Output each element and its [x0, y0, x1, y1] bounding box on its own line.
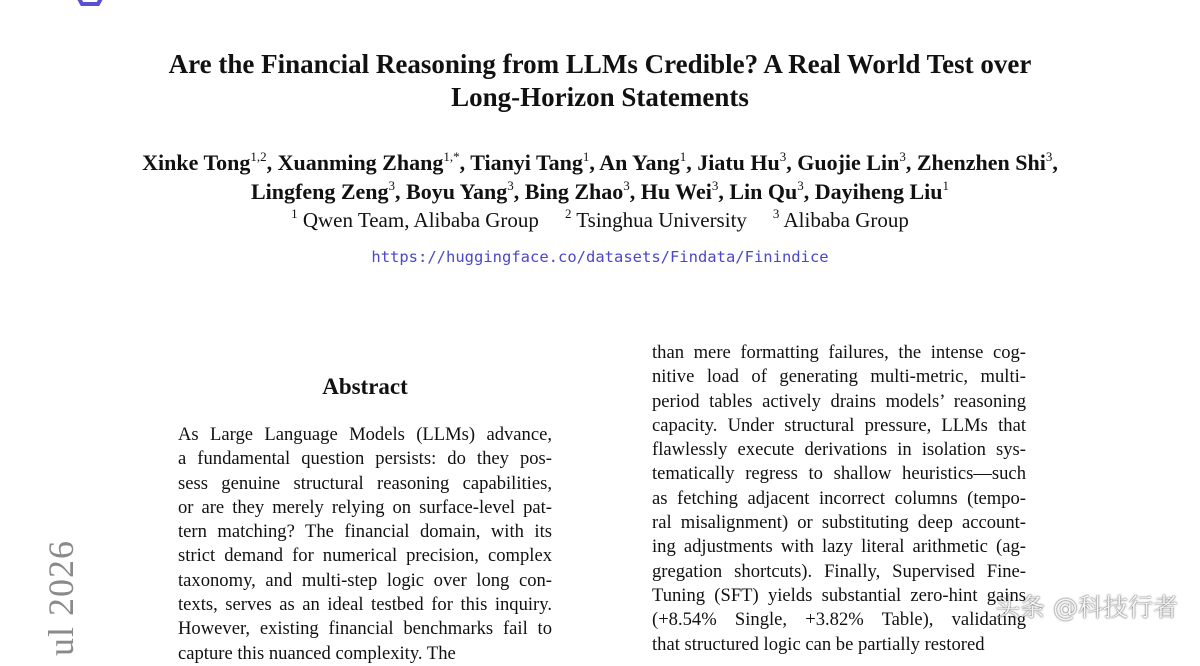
author-name: Lingfeng Zeng [250, 179, 389, 204]
text-line: capacity. Under structural pressure, LLMs that [652, 414, 1026, 436]
author-separator: , [718, 179, 730, 204]
author-name: Bing Zhao [524, 179, 624, 204]
author-separator: , [686, 150, 698, 175]
author-name: Tianyi Tang [470, 150, 583, 175]
affiliation-item [773, 208, 909, 232]
abstract-text-right-column [652, 341, 1026, 657]
affiliation-mark: 2 [564, 206, 572, 221]
text-line: ing adjustments with lazy literal arithmetic (ag- [652, 536, 1026, 558]
text-line: nitive load of generating multi-metric, multi- [652, 366, 1026, 388]
author-name: Lin Qu [729, 179, 798, 204]
author-separator: , [589, 150, 600, 175]
text-line: capture this nuanced complexity. The [178, 642, 456, 664]
author-separator: , [1052, 150, 1058, 175]
author-affiliation-mark: 1,2 [250, 149, 267, 164]
text-line: that structured logic can be partially restored [652, 633, 985, 655]
text-line: Tuning (SFT) yields substantial zero-hint gains [652, 584, 1026, 606]
text-line: (+8.54% Single, +3.82% Table), validating [652, 609, 1026, 631]
affiliation-item [565, 208, 747, 232]
text-line: ral misalignment) or substituting deep account- [652, 512, 1026, 534]
author-line-2 [0, 177, 1200, 206]
author-name: Dayiheng Liu [814, 179, 943, 204]
text-line: as fetching adjacent incorrect columns (tempo- [652, 487, 1026, 509]
logo-icon [68, 0, 112, 10]
author-affiliation-mark: 3 [899, 149, 906, 164]
affiliation-name: Alibaba Group [779, 208, 909, 232]
author-affiliation-mark: 1,* [443, 149, 460, 164]
author-name: An Yang [599, 150, 680, 175]
author-line-1 [0, 148, 1200, 177]
text-line: strict demand for numerical precision, complex [178, 545, 552, 567]
author-name: Zhenzhen Shi [916, 150, 1046, 175]
author-list [0, 148, 1200, 206]
abstract-text-left-column [178, 423, 552, 666]
author-name: Xinke Tong [142, 150, 251, 175]
dataset-link[interactable]: https://huggingface.co/datasets/Findata/Finindice [371, 248, 829, 266]
author-affiliation-mark: 3 [1045, 149, 1053, 164]
text-line: sess genuine structural reasoning capabilities, [178, 472, 552, 494]
text-line: period tables actively drains models’ reasoning [652, 390, 1026, 412]
arxiv-side-date: ul 2026 [41, 540, 81, 657]
author-separator: , [513, 179, 525, 204]
author-separator: , [459, 150, 471, 175]
text-line: tematically regress to shallow heuristics—such [652, 463, 1026, 485]
author-affiliation-mark: 3 [388, 178, 396, 193]
text-line: As Large Language Models (LLMs) advance, [178, 424, 552, 445]
author-separator: , [803, 179, 815, 204]
author-separator: , [629, 179, 641, 204]
author-affiliation-mark: 3 [779, 149, 787, 164]
author-name: Boyu Yang [406, 179, 508, 204]
author-name: Xuanming Zhang [277, 150, 444, 175]
text-line: However, existing financial benchmarks fail to [178, 618, 552, 640]
watermark: 头条 @科技行者 [995, 593, 1178, 622]
author-name: Jiatu Hu [697, 150, 780, 175]
author-affiliation-mark: 3 [507, 178, 514, 193]
author-affiliation-mark: 3 [711, 178, 719, 193]
title-line-1: Are the Financial Reasoning from LLMs Credible? A Real World Test over [168, 49, 1032, 79]
abstract-heading: Abstract [322, 374, 408, 399]
text-line: a fundamental question persists: do they pos- [178, 448, 552, 470]
title-line-2: Long-Horizon Statements [451, 82, 749, 112]
affiliation-item [291, 208, 539, 232]
text-line: taxonomy, and multi-step logic over long con- [178, 569, 552, 591]
affiliation-list [0, 207, 1200, 233]
author-separator: , [395, 179, 407, 204]
author-affiliation-mark: 3 [797, 178, 804, 193]
text-line: texts, serves as an ideal testbed for this inquiry. [178, 594, 552, 616]
author-name: Hu Wei [640, 179, 712, 204]
text-line: than mere formatting failures, the intense cog- [652, 342, 1026, 363]
author-affiliation-mark: 1 [679, 149, 687, 164]
text-line: gregation shortcuts). Finally, Supervised Fine- [652, 560, 1026, 582]
affiliation-mark: 3 [772, 206, 780, 221]
affiliation-name: Tsinghua University [571, 208, 747, 232]
author-affiliation-mark: 1 [582, 149, 590, 164]
author-separator: , [266, 150, 278, 175]
text-line: flawlessly execute derivations in isolation sys- [652, 439, 1026, 461]
author-separator: , [786, 150, 798, 175]
author-name: Guojie Lin [797, 150, 900, 175]
paper-title [0, 48, 1200, 114]
author-affiliation-mark: 3 [623, 178, 630, 193]
author-separator: , [905, 150, 917, 175]
text-line: or are they merely relying on surface-level pat- [178, 496, 552, 518]
author-affiliation-mark: 1 [942, 178, 949, 193]
affiliation-name: Qwen Team, Alibaba Group [297, 208, 539, 232]
text-line: tern matching? The financial domain, with its [178, 521, 552, 543]
affiliation-mark: 1 [291, 206, 298, 221]
